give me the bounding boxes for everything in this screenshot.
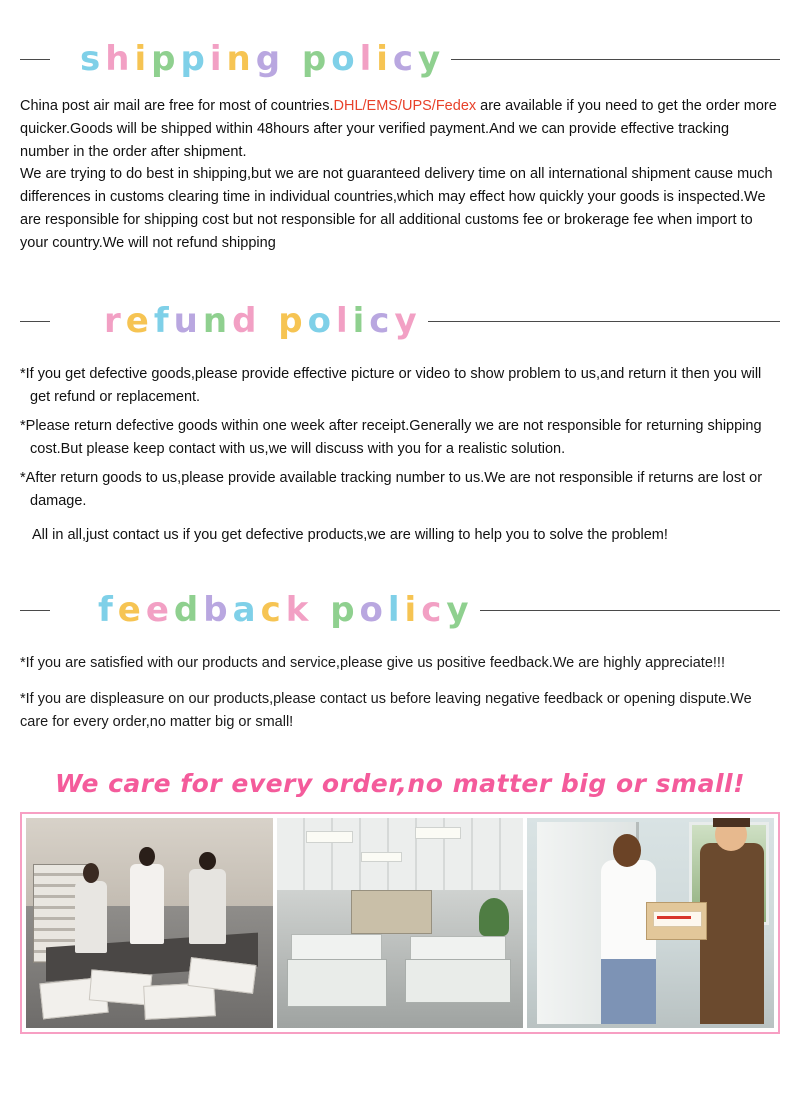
feedback-heading: [20, 591, 780, 630]
title-letter: h: [105, 39, 135, 79]
title-letter: p: [278, 301, 308, 342]
title-letter: p: [330, 589, 360, 630]
title-letter: [261, 302, 278, 341]
title-letter: i: [352, 301, 370, 342]
title-letter: y: [446, 589, 474, 630]
title-letter: o: [331, 39, 360, 79]
heading-rule-left: [20, 610, 50, 611]
refund-heading: [20, 302, 780, 341]
photo-strip: [20, 812, 780, 1034]
photo-light: [361, 852, 402, 862]
title-letter: i: [404, 589, 422, 630]
title-letter: b: [203, 589, 233, 630]
title-letter: p: [180, 39, 210, 79]
heading-rule-left: [20, 59, 50, 60]
title-letter: l: [359, 39, 377, 79]
title-letter: i: [134, 39, 152, 79]
photo-desk: [405, 959, 511, 1003]
photo-parcel-label: [653, 911, 702, 927]
photo-courier: [700, 843, 764, 1024]
photo-parcel-box: [646, 902, 707, 940]
photo-desk: [287, 959, 388, 1007]
photo-office-workstations: [277, 818, 524, 1028]
title-letter: f: [98, 589, 118, 630]
title-letter: n: [202, 301, 233, 342]
photo-customer-jeans: [601, 959, 655, 1025]
shipping-p1-text-a: China post air mail are free for most of countries.: [20, 98, 334, 115]
photo-person: [189, 869, 226, 945]
refund-item: *After return goods to us,please provide available tracking number to us.We are not responsible if returns are lost or damage.: [20, 470, 763, 509]
title-letter: y: [418, 39, 446, 79]
refund-title: [104, 302, 422, 341]
photo-plant: [479, 898, 509, 936]
title-letter: f: [153, 301, 174, 342]
title-letter: r: [104, 301, 126, 342]
title-letter: [285, 40, 302, 79]
title-letter: a: [232, 589, 261, 630]
title-letter: p: [301, 39, 332, 79]
photo-light: [415, 827, 461, 840]
feedback-item: *If you are satisfied with our products and service,please give us positive feedback.We are highly appreciate!!!: [20, 654, 725, 671]
title-letter: e: [125, 301, 154, 342]
heading-rule-right: [480, 610, 780, 611]
shipping-body: [20, 95, 780, 254]
title-letter: k: [285, 589, 314, 630]
title-letter: g: [255, 39, 286, 79]
photo-courier-cap: [713, 818, 750, 827]
title-letter: n: [226, 39, 256, 79]
title-letter: c: [369, 301, 395, 342]
title-letter: l: [387, 589, 405, 630]
title-letter: c: [260, 589, 286, 630]
feedback-item: *If you are displeasure on our products,please contact us before leaving negative feedback or opening dispute.We care for every order,no matter big or small!: [20, 691, 752, 730]
title-letter: i: [376, 39, 393, 79]
title-letter: s: [80, 39, 106, 79]
photo-customer: [601, 860, 655, 1024]
title-letter: [313, 591, 330, 630]
heading-rule-left: [20, 321, 50, 322]
title-letter: l: [335, 301, 353, 342]
title-letter: o: [307, 301, 336, 342]
carrier-highlight: DHL/EMS/UPS/Fedex: [333, 98, 477, 115]
shipping-paragraph-2: We are trying to do best in shipping,but we are not guaranteed delivery time on all international shipment cause much differences in customs clearing time in individual countries,which may effect how quickly your goods is inspected.We are responsible for shipping cost but not responsible for all additional customs fee or brokerage fee when import to your country.We will not refund shipping: [20, 166, 773, 251]
heading-rule-right: [451, 59, 780, 60]
title-letter: u: [173, 301, 203, 342]
refund-body: [20, 363, 780, 546]
title-letter: e: [145, 589, 174, 630]
photo-light: [306, 831, 352, 844]
title-letter: p: [151, 39, 181, 79]
photo-person: [75, 881, 107, 952]
policy-page: [0, 40, 800, 1120]
shipping-paragraph-1: [20, 95, 780, 163]
care-banner: We care for every order,no matter big or small!: [54, 769, 746, 799]
title-letter: y: [394, 301, 422, 342]
title-letter: o: [359, 589, 388, 630]
title-letter: c: [392, 39, 419, 79]
photo-cabinet: [351, 890, 432, 934]
title-letter: e: [117, 589, 146, 630]
photo-courier-delivery: [527, 818, 774, 1028]
shipping-title: [80, 40, 445, 79]
title-letter: d: [173, 589, 204, 630]
refund-item: *If you get defective goods,please provide effective picture or video to show problem to us,and return it then you will get refund or replacement.: [20, 366, 762, 405]
feedback-title: [98, 591, 474, 630]
refund-item: *Please return defective goods within one week after receipt.Generally we are not responsible for returning shipping cost.But please keep contact with us,we will discuss with you for a realistic solution.: [20, 418, 762, 457]
shipping-p1-text-b: are available if you need to get the order more quicker.Goods will be shipped within 48hours after your verified payment.And we can provide effective tracking number in the order after shipment.: [20, 98, 777, 160]
feedback-body: [20, 652, 780, 733]
heading-rule-right: [428, 321, 780, 322]
photo-person: [130, 864, 165, 944]
title-letter: c: [421, 589, 447, 630]
refund-item: All in all,just contact us if you get defective products,we are willing to help you to solve the problem!: [32, 527, 668, 544]
photo-warehouse-packing: [26, 818, 273, 1028]
shipping-heading: [20, 40, 780, 79]
title-letter: d: [232, 301, 262, 342]
title-letter: i: [209, 39, 227, 79]
